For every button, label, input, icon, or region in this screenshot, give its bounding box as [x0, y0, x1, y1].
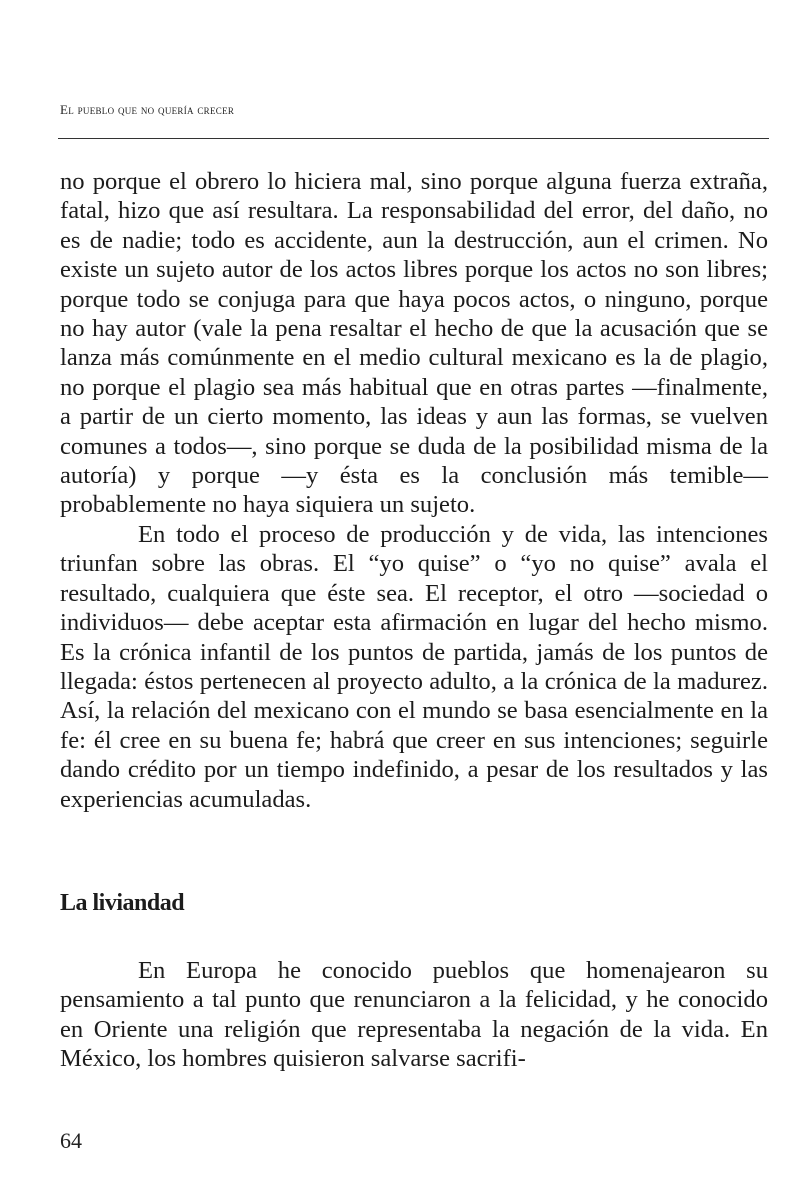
running-head: El pueblo que no quería crecer	[60, 102, 235, 117]
page-number: 64	[60, 1128, 82, 1153]
paragraph-continuation: no porque el obrero lo hiciera mal, sino porque alguna fuerza extraña, fatal, hizo que así resultara. La responsabilidad del error, del daño, no es de nadie; todo es accidente, aun la destrucción, aun el crimen. No existe un sujeto autor de los actos libres porque los actos no son libres; porque todo se conjuga para que haya pocos actos, o ninguno, porque no hay autor (vale la pena resaltar el hecho de que la acusación que se lanza más comúnmente en el medio cultural mexicano es la de plagio, no porque el plagio sea más habitual que en otras partes —finalmente, a partir de un cierto momento, las ideas y aun las formas, se vuelven comunes a todos—, sino porque se duda de la posibilidad misma de la autoría) y porque —y ésta es la conclusión más temible— probablemente no haya siquiera un sujeto.	[60, 168, 768, 519]
paragraph-intenciones: En todo el proceso de producción y de vida, las intenciones triunfan sobre las obras. El “yo quise” o “yo no quise” avala el resultado, cualquiera que éste sea. El receptor, el otro —sociedad o individuos— debe aceptar esta afirmación en lugar del hecho mismo. Es la crónica infantil de los puntos de partida, jamás de los puntos de llegada: éstos pertenecen al proyecto adulto, a la crónica de la madurez. Así, la relación del mexicano con el mundo se basa esencialmente en la fe: él cree en su buena fe; habrá que creer en sus intenciones; seguirle dando crédito por un tiempo indefinido, a pesar de los resultados y las experiencias acumuladas.	[60, 520, 768, 813]
body-text-after-heading	[60, 956, 768, 1074]
header-rule	[58, 138, 769, 139]
body-text-before-heading	[60, 167, 768, 814]
paragraph-europa: En Europa he conocido pueblos que homenajearon su pensamiento a tal punto que renunciaron a la felicidad, y he conocido en Oriente una religión que representaba la negación de la vida. En México, los hombres quisieron salvarse sacrifi-	[60, 957, 768, 1073]
section-heading: La liviandad	[60, 890, 185, 916]
